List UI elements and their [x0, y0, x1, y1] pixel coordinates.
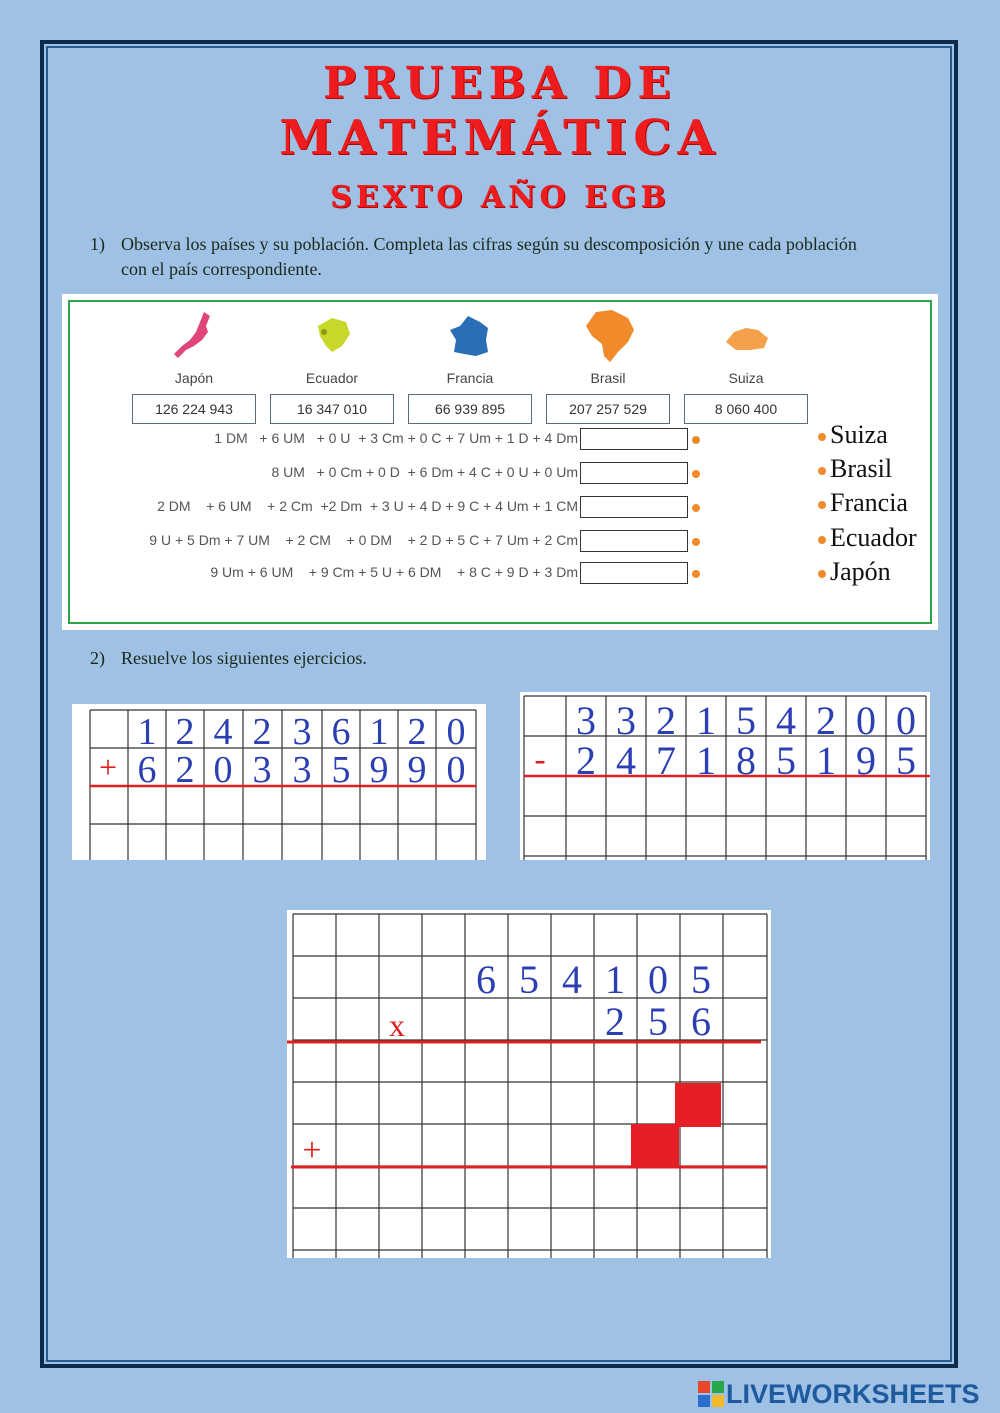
red-square-marker [675, 1083, 721, 1127]
question-2-text: Resuelve los siguientes ejercicios. [121, 648, 367, 668]
match-dot-right[interactable] [818, 536, 826, 544]
grid-digit: 0 [896, 698, 916, 743]
grid-digit: 2 [605, 999, 625, 1044]
grid-digit: 3 [616, 698, 636, 743]
option-label: Francia [830, 488, 908, 517]
grid-digit: 2 [407, 711, 427, 753]
match-dot-right[interactable] [818, 433, 826, 441]
match-dot-left[interactable] [692, 570, 700, 578]
grid-digit: 5 [519, 957, 539, 1002]
answer-input[interactable] [580, 462, 688, 484]
subtraction-operator: - [534, 741, 546, 778]
footer-brand-text: LIVEWORKSHEETS [726, 1378, 980, 1409]
match-dot-left[interactable] [692, 538, 700, 546]
grid-digit: 1 [137, 711, 157, 753]
grid-digit: 2 [175, 711, 195, 753]
france-map-icon [440, 306, 500, 366]
country-card [546, 306, 670, 424]
country-card [132, 306, 256, 424]
grid-digit: 2 [656, 698, 676, 743]
grid-digit: 0 [213, 749, 233, 791]
grid-digit: 2 [576, 738, 596, 783]
grid-digit: 9 [856, 738, 876, 783]
country-name: Francia [446, 370, 494, 386]
population-box: 8 060 400 [684, 394, 808, 424]
country-name: Brasil [590, 370, 626, 386]
addition-operator: + [98, 749, 118, 785]
grid-digit: 5 [736, 698, 756, 743]
grid-digit: 2 [252, 711, 272, 753]
match-dot-left[interactable] [692, 470, 700, 478]
answer-input[interactable] [580, 496, 688, 518]
grid-digit: 4 [616, 738, 636, 783]
match-dot-left[interactable] [692, 436, 700, 444]
grid-digit: 9 [369, 749, 389, 791]
exercise-1-frame [68, 300, 932, 624]
grid-digit: 1 [696, 698, 716, 743]
match-dot-right[interactable] [818, 501, 826, 509]
option-label: Suiza [830, 420, 888, 449]
addition-grid [72, 704, 486, 860]
multiplication-operator: x [389, 1007, 405, 1043]
grid-digit: 3 [292, 711, 312, 753]
grid-digit: 0 [648, 957, 668, 1002]
japan-map-icon [164, 306, 224, 366]
match-dot-right[interactable] [818, 570, 826, 578]
option-country [818, 488, 908, 518]
country-card [270, 306, 394, 424]
option-label: Brasil [830, 454, 893, 483]
grid-digit: 6 [476, 957, 496, 1002]
country-name: Japón [174, 370, 214, 386]
grid-digit: 0 [446, 749, 466, 791]
question-2-number: 2) [90, 648, 105, 668]
exercise-1-panel [62, 294, 938, 630]
multiplication-grid [287, 910, 771, 1258]
country-card [684, 306, 808, 424]
liveworksheets-logo-icon [698, 1381, 724, 1407]
grid-digit: 1 [696, 738, 716, 783]
country-card [408, 306, 532, 424]
grid-digit: 1 [605, 957, 625, 1002]
ecuador-map-icon [302, 306, 362, 366]
match-dot-right[interactable] [818, 467, 826, 475]
grid-digit: 5 [896, 738, 916, 783]
decomposition-row: 1 DM + 6 UM + 0 U + 3 Cm + 0 C + 7 Um + 1 D + 4 Dm [214, 430, 578, 446]
decomposition-row: 8 UM + 0 Cm + 0 D + 6 Dm + 4 C + 0 U + 0 Um [271, 464, 578, 480]
grid-digit: 6 [137, 749, 157, 791]
grid-digit: 8 [736, 738, 756, 783]
grid-digit: 3 [292, 749, 312, 791]
grid-digit: 4 [776, 698, 796, 743]
grid-digit: 1 [369, 711, 389, 753]
grid-digit: 4 [562, 957, 582, 1002]
population-box: 207 257 529 [546, 394, 670, 424]
grid-digit: 9 [407, 749, 427, 791]
grid-digit: 6 [331, 711, 351, 753]
footer-brand [698, 1378, 980, 1410]
option-country [818, 523, 917, 553]
grid-digit: 3 [252, 749, 272, 791]
red-square-marker [631, 1124, 679, 1168]
grid-digit: 2 [175, 749, 195, 791]
question-1 [90, 232, 880, 282]
match-dot-left[interactable] [692, 504, 700, 512]
question-2 [90, 646, 880, 671]
population-box: 16 347 010 [270, 394, 394, 424]
population-box: 66 939 895 [408, 394, 532, 424]
question-1-number: 1) [90, 234, 105, 254]
grid-digit: 4 [213, 711, 233, 753]
decomposition-row: 9 U + 5 Dm + 7 UM + 2 CM + 0 DM + 2 D + 5 C + 7 Um + 2 Cm [149, 532, 578, 548]
option-label: Japón [830, 557, 891, 586]
grid-digit: 5 [691, 957, 711, 1002]
decomposition-row: 2 DM + 6 UM + 2 Cm +2 Dm + 3 U + 4 D + 9 C + 4 Um + 1 CM [157, 498, 578, 514]
option-country [818, 557, 891, 587]
grid-digit: 0 [856, 698, 876, 743]
subtitle: SEXTO AÑO EGB [330, 180, 670, 215]
answer-input[interactable] [580, 530, 688, 552]
option-label: Ecuador [830, 523, 917, 552]
subtraction-grid [520, 692, 930, 860]
answer-input[interactable] [580, 562, 688, 584]
grid-digit: 1 [816, 738, 836, 783]
option-country [818, 454, 892, 484]
switzerland-map-icon [716, 306, 776, 366]
title-line-1: PRUEBA DE [323, 58, 677, 109]
grid-digit: 3 [576, 698, 596, 743]
grid-digit: 5 [648, 999, 668, 1044]
brazil-map-icon [578, 306, 638, 366]
grid-digit: 2 [816, 698, 836, 743]
option-country [818, 420, 888, 450]
grid-digit: 7 [656, 738, 676, 783]
title-line-2: MATEMÁTICA [279, 110, 721, 166]
country-name: Suiza [728, 370, 764, 386]
grid-digit: 6 [691, 999, 711, 1044]
population-box: 126 224 943 [132, 394, 256, 424]
decomposition-row: 9 Um + 6 UM + 9 Cm + 5 U + 6 DM + 8 C + 9 D + 3 Dm [210, 564, 578, 580]
question-1-text: Observa los países y su población. Completa las cifras según su descomposición y une cada población con el país correspondiente. [121, 234, 857, 279]
country-name: Ecuador [305, 370, 359, 386]
answer-input[interactable] [580, 428, 688, 450]
grid-digit: 5 [776, 738, 796, 783]
grid-digit: 5 [331, 749, 351, 791]
grid-digit: 0 [446, 711, 466, 753]
multiplication-plus: + [302, 1132, 322, 1169]
